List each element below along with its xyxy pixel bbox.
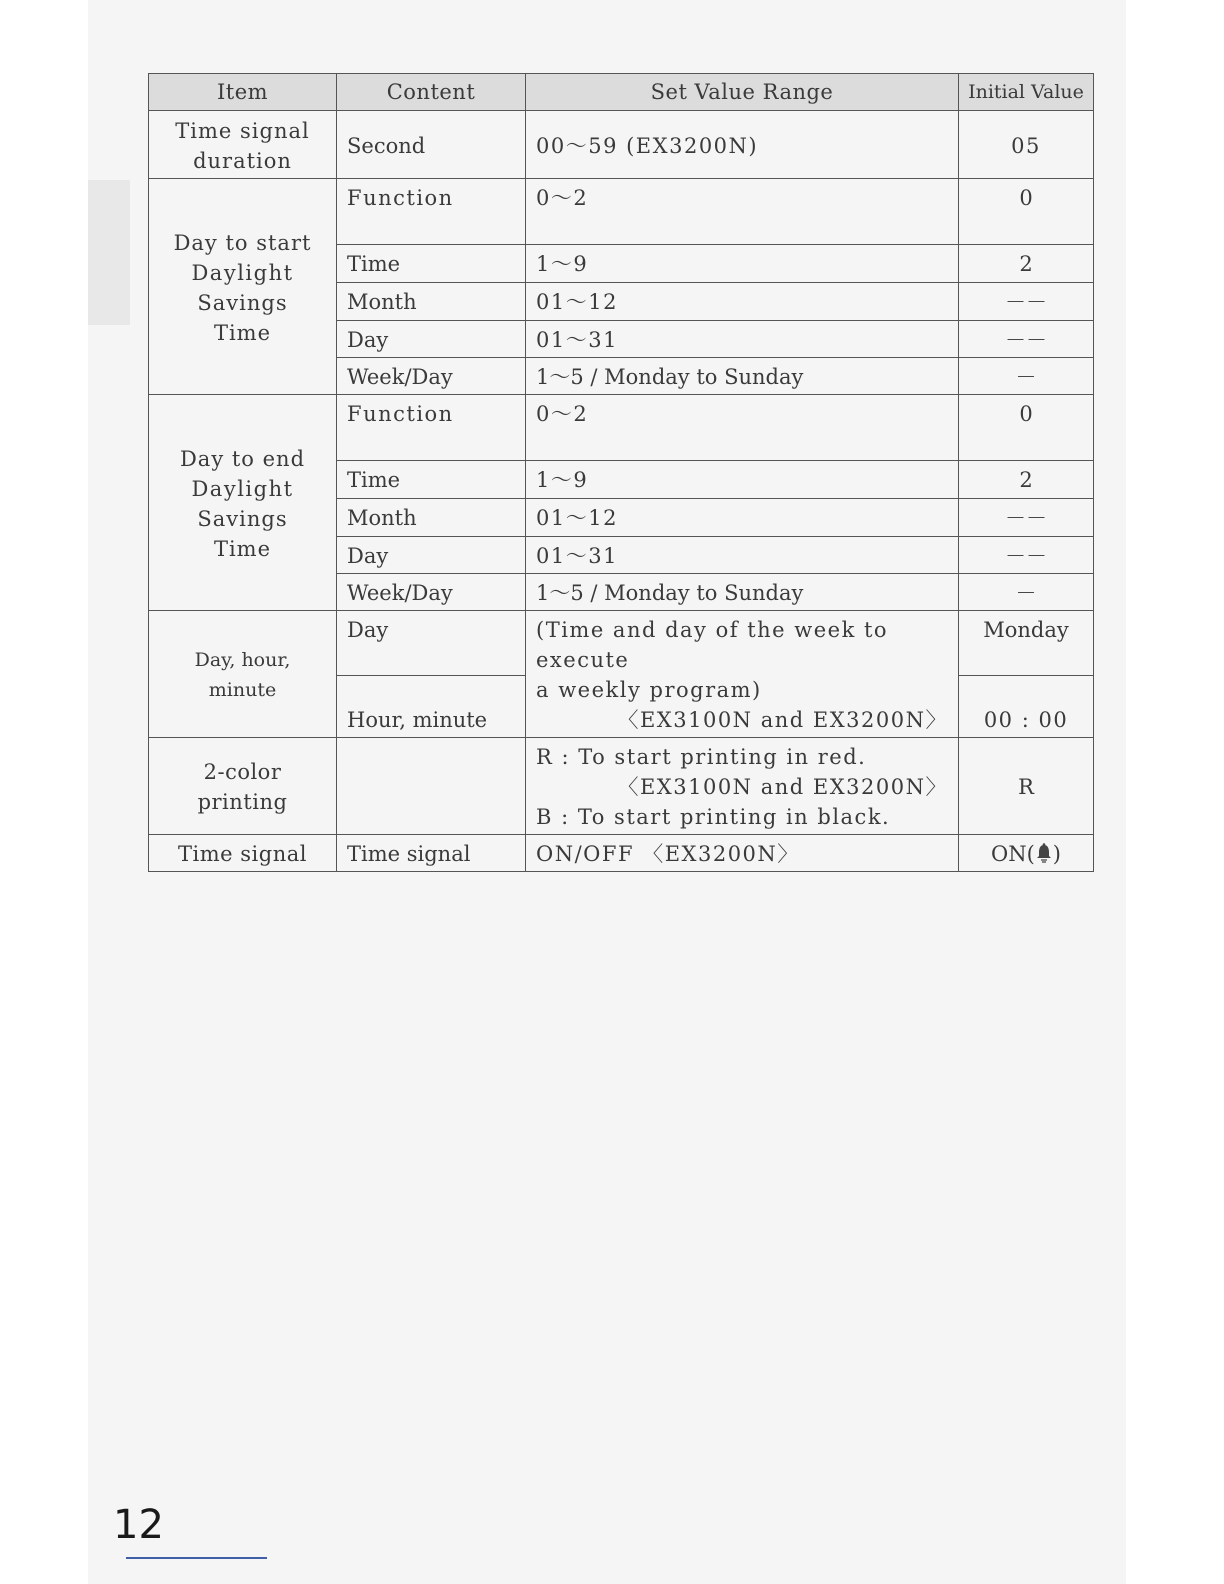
range-week-day: 1～5 / Monday to Sunday xyxy=(526,574,959,611)
initial-month: －－ xyxy=(959,499,1094,537)
range-day: 01～31 xyxy=(526,321,959,358)
content-time-signal: Time signal xyxy=(337,835,526,872)
header-set-value-range: Set Value Range xyxy=(526,74,959,111)
initial-time-signal xyxy=(959,835,1094,872)
content-hour-minute: Hour, minute xyxy=(337,675,526,737)
range-function: 0～2 xyxy=(526,395,959,461)
range-week-day: 1～5 / Monday to Sunday xyxy=(526,358,959,395)
content-empty xyxy=(337,738,526,835)
item-line: Time xyxy=(213,536,272,561)
initial-time: 2 xyxy=(959,245,1094,283)
scan-shadow xyxy=(88,180,130,325)
table-row xyxy=(149,738,1094,835)
content-week-day: Week/Day xyxy=(337,358,526,395)
table-row xyxy=(149,111,1094,179)
item-line: Savings xyxy=(197,290,288,315)
item-line: Day to start xyxy=(173,230,312,255)
range-time: 1～9 xyxy=(526,461,959,499)
table-header-row xyxy=(149,74,1094,111)
initial-week-day: － xyxy=(959,358,1094,395)
item-day-hour-minute: Day, hour, minute xyxy=(149,611,337,738)
content-function: Function xyxy=(337,179,526,245)
content-day: Day xyxy=(337,321,526,358)
page-number: 12 xyxy=(113,1502,164,1548)
item-two-color-printing: 2-color printing xyxy=(149,738,337,835)
range-function: 0～2 xyxy=(526,179,959,245)
initial-suffix: ) xyxy=(1052,842,1061,866)
range-day: 01～31 xyxy=(526,537,959,574)
initial-function: 0 xyxy=(959,395,1094,461)
initial-time: 2 xyxy=(959,461,1094,499)
header-item: Item xyxy=(149,74,337,111)
range-line: 〈EX3100N and EX3200N〉 xyxy=(617,775,948,799)
content-function: Function xyxy=(337,395,526,461)
item-time-signal: Time signal xyxy=(149,835,337,872)
content-time: Time xyxy=(337,461,526,499)
content-day: Day xyxy=(337,537,526,574)
initial-day: －－ xyxy=(959,321,1094,358)
range-line: 〈EX3100N and EX3200N〉 xyxy=(617,708,948,732)
initial-hour-minute: 00 : 00 xyxy=(959,675,1094,737)
table-row xyxy=(149,611,1094,676)
initial-month: －－ xyxy=(959,283,1094,321)
header-initial-value: Initial Value xyxy=(959,74,1094,111)
item-line: Time xyxy=(213,320,272,345)
content-second: Second xyxy=(337,111,526,179)
bell-icon xyxy=(1035,841,1053,861)
initial-prefix: ON( xyxy=(991,842,1035,866)
table-row xyxy=(149,179,1094,245)
header-content: Content xyxy=(337,74,526,111)
initial-week-day: － xyxy=(959,574,1094,611)
range-line: B : To start printing in black. xyxy=(536,805,891,829)
initial-day: －－ xyxy=(959,537,1094,574)
range-weekly-program xyxy=(526,611,959,738)
range-month: 01～12 xyxy=(526,499,959,537)
item-line: Daylight xyxy=(191,260,294,285)
range-line: (Time and day of the week to execute xyxy=(536,618,889,672)
settings-table xyxy=(148,73,1094,872)
content-month: Month xyxy=(337,499,526,537)
range-time-signal: ON/OFF 〈EX3200N〉 xyxy=(526,835,959,872)
initial-day: Monday xyxy=(959,611,1094,676)
content-month: Month xyxy=(337,283,526,321)
initial-second: 05 xyxy=(959,111,1094,179)
range-time: 1～9 xyxy=(526,245,959,283)
content-week-day: Week/Day xyxy=(337,574,526,611)
item-line: Daylight xyxy=(191,476,294,501)
item-dst-end xyxy=(149,395,337,611)
table-row xyxy=(149,835,1094,872)
range-second: 00～59 (EX3200N) xyxy=(526,111,959,179)
footer-rule xyxy=(126,1557,267,1559)
item-dst-start xyxy=(149,179,337,395)
content-time: Time xyxy=(337,245,526,283)
range-two-color xyxy=(526,738,959,835)
item-line: Savings xyxy=(197,506,288,531)
range-month: 01～12 xyxy=(526,283,959,321)
range-line: R : To start printing in red. xyxy=(536,745,867,769)
item-line: Day to end xyxy=(179,446,306,471)
initial-function: 0 xyxy=(959,179,1094,245)
content-day: Day xyxy=(337,611,526,676)
initial-two-color: R xyxy=(959,738,1094,835)
item-time-signal-duration: Time signal duration xyxy=(149,111,337,179)
table-row xyxy=(149,395,1094,461)
range-line: a weekly program) xyxy=(536,678,762,702)
